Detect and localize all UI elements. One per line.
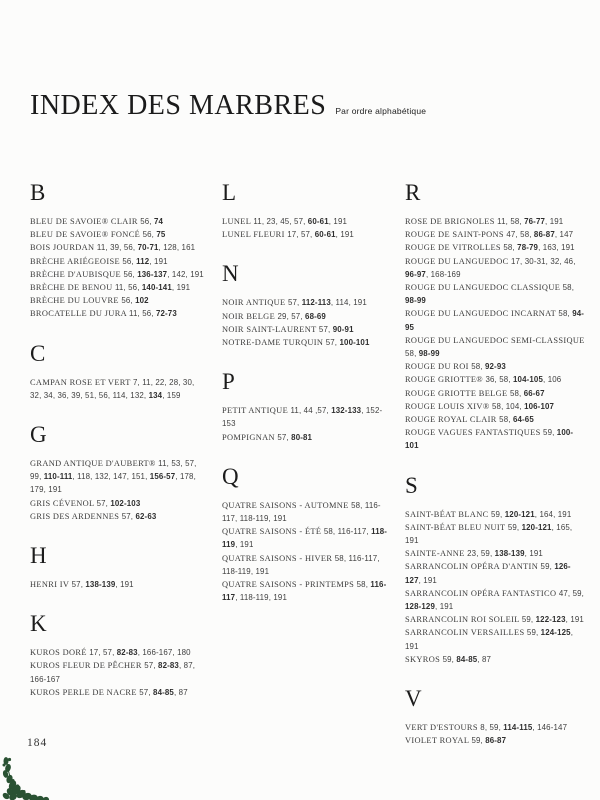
page-refs: 47, 58, 86-87, 147 xyxy=(506,230,574,240)
page-refs: 56, 136-137, 142, 191 xyxy=(123,269,204,279)
index-entry xyxy=(405,307,586,333)
marble-name: QUATRE SAISONS - HIVER xyxy=(222,553,335,563)
marble-name: ROUGE LOUIS XIV® xyxy=(405,401,492,411)
page-refs: 11, 23, 45, 57, 60-61, 191 xyxy=(253,217,348,226)
index-entry xyxy=(405,215,586,228)
page-refs: 58, 64-65 xyxy=(499,415,534,425)
marble-name: LUNEL FLEURI xyxy=(222,230,288,240)
index-columns xyxy=(30,180,586,748)
page-refs: 59, 124-125, 191 xyxy=(405,628,574,651)
page-number: 184 xyxy=(27,737,48,749)
index-entry xyxy=(405,373,586,386)
index-entry xyxy=(405,281,586,307)
botanical-corner-engraving-icon xyxy=(0,756,50,800)
page-refs: 58, 94-95 xyxy=(405,309,585,332)
marble-name: BOIS JOURDAN xyxy=(30,243,97,253)
index-entry xyxy=(222,296,389,309)
marble-name: GRIS DES ARDENNES xyxy=(30,511,122,521)
marble-name: QUATRE SAISONS - ÉTÉ xyxy=(222,527,324,537)
index-entry xyxy=(405,653,586,666)
index-entry xyxy=(222,336,389,349)
section-letter-N: N xyxy=(222,261,239,287)
page-refs: 57, 102-103 xyxy=(96,498,141,508)
marble-name: BLEU DE SAVOIE® FONCÉ xyxy=(30,230,143,240)
marble-name: ROUGE VAGUES FANTASTIQUES xyxy=(405,428,544,438)
marble-name: GRAND ANTIQUE D'AUBERT® xyxy=(30,459,159,469)
page-refs: 57, 100-101 xyxy=(325,338,370,348)
page-refs: 58, 78-79, 163, 191 xyxy=(503,243,575,253)
section-letter-P: P xyxy=(222,369,235,395)
page-refs: 58, 98-99 xyxy=(405,283,575,306)
marble-name: SARRANCOLIN OPÉRA FANTASTICO xyxy=(405,588,559,598)
page-refs: 57, 82-83, 87, 166-167 xyxy=(30,661,196,684)
index-entry xyxy=(405,255,586,281)
page-refs: 58, 98-99 xyxy=(405,349,440,359)
index-entry xyxy=(30,497,206,510)
marble-name: LUNEL xyxy=(222,217,254,226)
index-column xyxy=(405,180,586,748)
page-refs: 58, 92-93 xyxy=(471,362,506,372)
page-refs: 56, 112, 191 xyxy=(122,256,168,266)
marble-name: QUATRE SAISONS - PRINTEMPS xyxy=(222,580,357,590)
marble-name: ROUGE ROYAL CLAIR xyxy=(405,415,500,425)
marble-name: KUROS PERLE DE NACRE xyxy=(30,687,140,697)
page-refs: 56, 102 xyxy=(121,296,149,306)
index-entry xyxy=(30,646,206,659)
marble-name: ROUGE DU LANGUEDOC xyxy=(405,256,511,266)
page-subtitle: Par ordre alphabétique xyxy=(335,106,427,116)
marble-name: BRÈCHE D'AUBISQUE xyxy=(30,269,124,279)
page-refs: 59, 122-123, 191 xyxy=(521,615,584,625)
index-column xyxy=(222,180,389,748)
marble-name: SKYROS xyxy=(405,654,443,664)
marble-name: PETIT ANTIQUE xyxy=(222,406,291,416)
page-refs: 59, 120-121, 165, 191 xyxy=(405,522,573,546)
index-entry xyxy=(405,626,586,652)
marble-name: ROUGE GRIOTTE® xyxy=(405,375,486,385)
page-refs: 11, 58, 76-77, 191 xyxy=(497,217,564,226)
page-refs: 58, 116-117, 118-119, 191 xyxy=(222,500,381,524)
page-refs: 57, 138-139, 191 xyxy=(71,580,134,590)
marble-name: SARRANCOLIN OPÉRA D'ANTIN xyxy=(405,562,541,572)
marble-name: ROUGE DE VITROLLES xyxy=(405,243,504,253)
marble-name: ROUGE DU LANGUEDOC CLASSIQUE xyxy=(405,283,563,293)
section-letter-S: S xyxy=(405,472,418,498)
index-entry xyxy=(222,323,389,336)
section-letter-K: K xyxy=(30,611,47,637)
marble-name: BRÈCHE DU LOUVRE xyxy=(30,296,122,306)
page-refs: 58, 116-117, 118-119, 191 xyxy=(222,527,388,550)
section-letter-V: V xyxy=(405,686,422,712)
index-column xyxy=(30,180,206,748)
marble-name: SAINTE-ANNE xyxy=(405,549,468,559)
marble-name: BRÈCHE DE BENOU xyxy=(30,283,115,293)
page-refs: 11, 44 ,57, 132-133, 152-153 xyxy=(222,406,383,429)
index-entry xyxy=(30,268,206,281)
section-letter-Q: Q xyxy=(222,463,239,489)
page-refs: 59, 120-121, 164, 191 xyxy=(490,509,572,519)
page-refs: 58, 66-67 xyxy=(509,388,545,398)
marble-name: KUROS DORÉ xyxy=(30,648,90,658)
index-entry xyxy=(405,413,586,426)
index-entry xyxy=(405,241,586,254)
page-refs: 17, 57, 82-83, 166-167, 180 xyxy=(89,648,191,658)
index-entry xyxy=(30,578,206,591)
index-entry xyxy=(30,294,206,307)
index-entry xyxy=(30,241,206,254)
index-entry xyxy=(222,431,389,444)
page-refs: 59, 100-101 xyxy=(405,428,574,451)
marble-name: CAMPAN ROSE ET VERT xyxy=(30,377,133,387)
page-refs: 59, 86-87 xyxy=(471,736,507,746)
marble-name: NOTRE-DAME TURQUIN xyxy=(222,338,326,348)
section-letter-L: L xyxy=(222,180,237,205)
index-entry xyxy=(405,426,586,452)
marble-name: BLEU DE SAVOIE® CLAIR xyxy=(30,217,141,226)
marble-name: POMPIGNAN xyxy=(222,432,278,442)
marble-name: ROUGE DU LANGUEDOC SEMI-CLASSIQUE xyxy=(405,335,585,345)
marble-name: KUROS FLEUR DE PÊCHER xyxy=(30,661,145,671)
marble-name: BRÈCHE ARIÉGEOISE xyxy=(30,256,123,266)
marble-name: SARRANCOLIN ROI SOLEIL xyxy=(405,615,522,625)
page-refs: 57, 84-85, 87 xyxy=(139,687,188,697)
marble-name: SAINT-BÉAT BLEU NUIT xyxy=(405,522,508,532)
marble-name: HENRI IV xyxy=(30,580,72,590)
page-title: INDEX DES MARBRES xyxy=(30,90,327,121)
index-entry xyxy=(405,721,586,734)
index-entry xyxy=(30,659,206,685)
page-header xyxy=(30,90,426,122)
page-refs: 8, 59, 114-115, 146-147 xyxy=(480,723,568,733)
index-entry xyxy=(222,499,389,525)
index-entry xyxy=(30,281,206,294)
index-entry xyxy=(30,510,206,523)
page-refs: 57, 112-113, 114, 191 xyxy=(287,298,367,308)
marble-name: ROSE DE BRIGNOLES xyxy=(405,217,498,226)
page-refs: 58, 116-117, 118-119, 191 xyxy=(222,580,387,603)
page-refs: 57, 62-63 xyxy=(121,511,157,521)
marble-name: GRIS CÉVENOL xyxy=(30,498,97,508)
index-entry xyxy=(30,686,206,699)
index-entry xyxy=(222,215,389,228)
page-refs: 17, 57, 60-61, 191 xyxy=(287,230,354,240)
marble-name: ROUGE GRIOTTE BELGE xyxy=(405,388,510,398)
index-entry xyxy=(405,734,586,747)
page-refs: 23, 59, 138-139, 191 xyxy=(467,549,543,559)
index-entry xyxy=(30,215,206,228)
marble-name: SAINT-BÉAT BLANC xyxy=(405,509,491,519)
page-refs: 36, 58, 104-105, 106 xyxy=(485,375,562,385)
index-entry xyxy=(405,613,586,626)
page-refs: 59, 84-85, 87 xyxy=(442,654,492,664)
page-refs: 58, 116-117, 118-119, 191 xyxy=(222,553,380,576)
section-letter-G: G xyxy=(30,422,47,448)
page-refs: 11, 39, 56, 70-71, 128, 161 xyxy=(96,243,196,253)
page-refs: 59, 126-127, 191 xyxy=(405,562,571,585)
page-refs: 29, 57, 68-69 xyxy=(277,311,326,321)
marble-name: ROUGE DU LANGUEDOC INCARNAT xyxy=(405,309,559,319)
marble-name: BROCATELLE DU JURA xyxy=(30,309,130,319)
index-entry xyxy=(30,307,206,320)
section-letter-C: C xyxy=(30,340,46,366)
index-entry xyxy=(405,334,586,360)
marble-name: NOIR SAINT-LAURENT xyxy=(222,324,319,334)
index-entry xyxy=(222,228,389,241)
page-refs: 57, 80-81 xyxy=(277,432,313,442)
section-letter-R: R xyxy=(405,180,421,205)
marble-name: NOIR ANTIQUE xyxy=(222,298,288,308)
marble-name: ROUGE DE SAINT-PONS xyxy=(405,230,507,240)
marble-name: QUATRE SAISONS - AUTOMNE xyxy=(222,500,352,510)
index-entry xyxy=(405,360,586,373)
page-refs: 56, 75 xyxy=(142,230,166,240)
marble-name: NOIR BELGE xyxy=(222,311,278,321)
page-refs: 11, 56, 72-73 xyxy=(129,309,177,319)
index-entry xyxy=(222,525,389,551)
page-refs: 7, 11, 22, 28, 30, 32, 34, 36, 39, 51, 56, 114, 132, 134, 159 xyxy=(30,377,195,400)
section-letter-B: B xyxy=(30,180,46,205)
section-letter-H: H xyxy=(30,543,47,569)
index-entry xyxy=(222,552,389,578)
marble-name: SARRANCOLIN VERSAILLES xyxy=(405,628,527,638)
marble-name: VIOLET ROYAL xyxy=(405,736,472,746)
page-refs: 47, 59, 128-129, 191 xyxy=(405,588,584,612)
page-refs: 56, 74 xyxy=(140,217,164,226)
index-entry xyxy=(405,228,586,241)
index-entry xyxy=(30,376,206,402)
index-entry xyxy=(222,310,389,323)
page-refs: 17, 30-31, 32, 46, 96-97, 168-169 xyxy=(405,256,576,279)
index-entry xyxy=(405,387,586,400)
index-entry xyxy=(405,560,586,586)
index-entry xyxy=(405,508,586,521)
index-entry xyxy=(30,255,206,268)
index-entry xyxy=(405,400,586,413)
index-entry xyxy=(222,404,389,430)
marble-name: VERT D'ESTOURS xyxy=(405,723,481,733)
index-entry xyxy=(222,578,389,604)
page-refs: 58, 104, 106-107 xyxy=(492,401,555,411)
index-entry xyxy=(405,587,586,613)
marble-name: ROUGE DU ROI xyxy=(405,362,472,372)
page-refs: 11, 56, 140-141, 191 xyxy=(114,283,191,293)
index-entry xyxy=(405,547,586,560)
index-entry xyxy=(405,521,586,547)
index-entry xyxy=(30,228,206,241)
page-refs: 57, 90-91 xyxy=(318,324,354,334)
page-refs: 11, 53, 57, 99, 110-111, 118, 132, 147, 151, 156-57, 178, 179, 191 xyxy=(30,459,197,495)
index-entry xyxy=(30,457,206,497)
